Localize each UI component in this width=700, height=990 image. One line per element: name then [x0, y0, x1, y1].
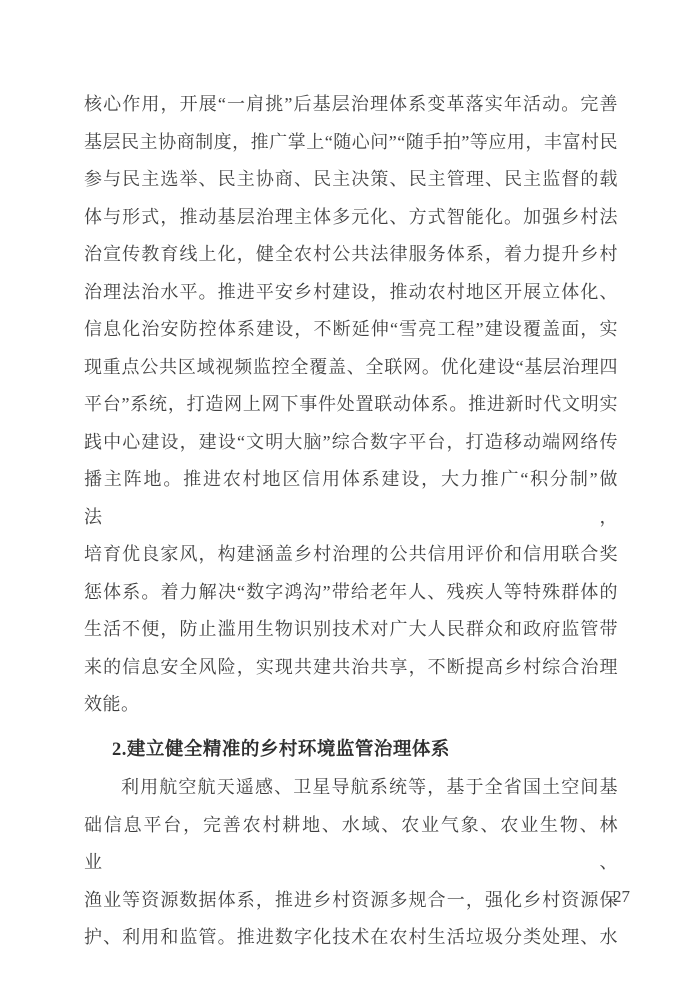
paragraph1-line: 培育优良家风，构建涵盖乡村治理的公共信用评价和信用联合奖 — [84, 544, 618, 564]
paragraph2-line: 渔业等资源数据体系，推进乡村资源多规合一，强化乡村资源保 — [84, 889, 618, 910]
paragraph2-line: 利用航空航天遥感、卫星导航系统等，基于全省国土空间基 — [121, 777, 618, 797]
paragraph1-line: 核心作用，开展“一肩挑”后基层治理体系变革落实年活动。完善 — [84, 94, 618, 114]
section-heading: 2.建立健全精准的乡村环境监管治理体系 — [112, 739, 450, 760]
paragraph1-line: 治宣传教育线上化，健全农村公共法律服务体系，着力提升乡村 — [84, 244, 618, 264]
paragraph1-line: 生活不便，防止滥用生物识别技术对广大人民群众和政府监管带 — [84, 619, 618, 639]
paragraph1-line: 效能。 — [84, 694, 140, 714]
paragraph1-line: 来的信息安全风险，实现共建共治共享，不断提高乡村综合治理 — [84, 656, 618, 677]
paragraph1-line: 现重点公共区域视频监控全覆盖、全联网。优化建设“基层治理四 — [84, 356, 618, 377]
paragraph1-line: 播主阵地。推进农村地区信用体系建设，大力推广“积分制”做法， — [84, 469, 618, 527]
paragraph1-line: 平台”系统，打造网上网下事件处置联动体系。推进新时代文明实 — [84, 394, 618, 414]
paragraph1-line: 基层民主协商制度，推广掌上“随心问”“随手拍”等应用，丰富村民 — [84, 131, 618, 152]
paragraph1-line: 践中心建设，建设“文明大脑”综合数字平台，打造移动端网络传 — [84, 431, 618, 452]
page-number: 27 — [613, 887, 630, 906]
page-body — [84, 86, 618, 957]
paragraph1-line: 惩体系。着力解决“数字鸿沟”带给老年人、残疾人等特殊群体的 — [84, 581, 618, 602]
paragraph2-line: 护、利用和监管。推进数字化技术在农村生活垃圾分类处理、水 — [84, 927, 618, 947]
paragraph1-line: 体与形式，推动基层治理主体多元化、方式智能化。加强乡村法 — [84, 206, 618, 227]
paragraph2-line: 础信息平台，完善农村耕地、水域、农业气象、农业生物、林业、 — [84, 814, 618, 872]
paragraph1-line: 治理法治水平。推进平安乡村建设，推动农村地区开展立体化、 — [84, 281, 618, 302]
paragraph1-line: 信息化治安防控体系建设，不断延伸“雪亮工程”建设覆盖面，实 — [84, 319, 618, 339]
paragraph1-line: 参与民主选举、民主协商、民主决策、民主管理、民主监督的载 — [84, 169, 618, 189]
